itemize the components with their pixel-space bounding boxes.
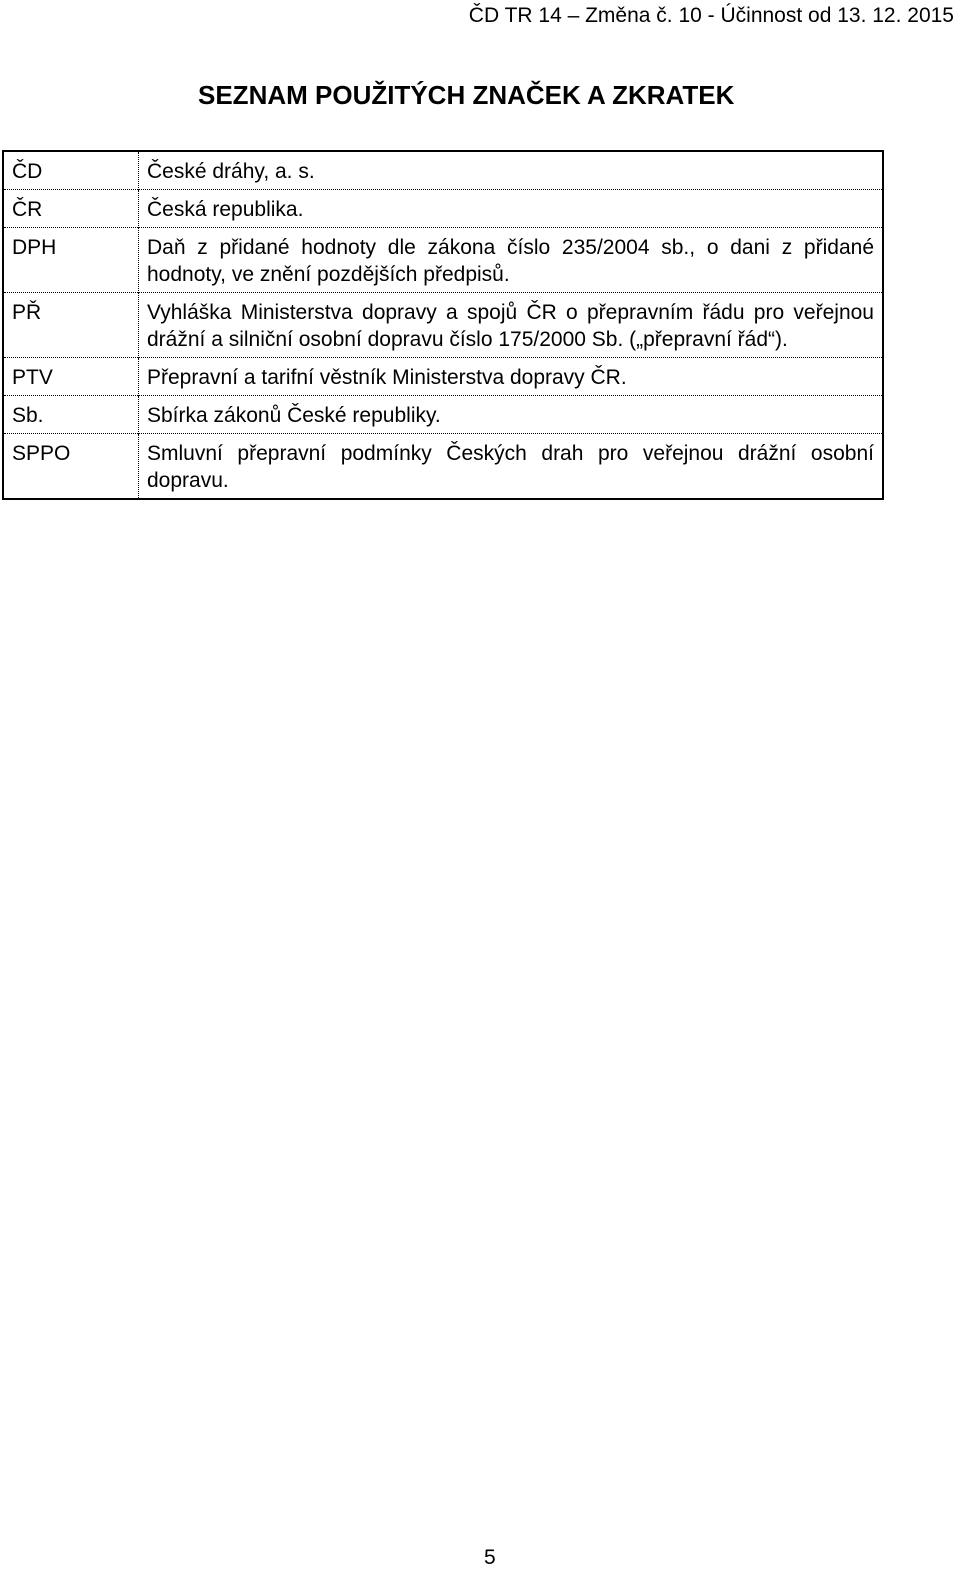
table-row [3, 151, 883, 190]
table-row [3, 190, 883, 228]
running-header: ČD TR 14 – Změna č. 10 - Účinnost od 13. 12. 2015 [468, 4, 954, 27]
table-row [3, 434, 883, 500]
abbreviation-cell: Sb. [3, 396, 139, 434]
abbreviation-cell: ČD [3, 151, 139, 190]
abbreviation-cell: PTV [3, 358, 139, 396]
table-row [3, 396, 883, 434]
table-row [3, 228, 883, 293]
table-row [3, 358, 883, 396]
definition-cell: Vyhláška Ministerstva dopravy a spojů ČR o přepravním řádu pro veřejnou drážní a silniční osobní dopravu číslo 175/2000 Sb. („přepravní řád“). [139, 293, 884, 358]
abbreviation-cell: ČR [3, 190, 139, 228]
definition-cell: Přepravní a tarifní věstník Ministerstva dopravy ČR. [139, 358, 884, 396]
abbreviation-table [2, 150, 884, 500]
abbreviation-cell: PŘ [3, 293, 139, 358]
definition-cell: České dráhy, a. s. [147, 160, 315, 183]
page-number: 5 [484, 1546, 496, 1569]
definition-cell: Smluvní přepravní podmínky Českých drah pro veřejnou drážní osobní dopravu. [139, 434, 884, 500]
abbreviation-cell: DPH [3, 228, 139, 293]
table-row [3, 293, 883, 358]
abbreviation-cell: SPPO [3, 434, 139, 500]
definition-cell: Česká republika. [139, 190, 884, 228]
page-title: SEZNAM POUŽITÝCH ZNAČEK A ZKRATEK [198, 80, 735, 110]
definition-cell: Sbírka zákonů České republiky. [139, 396, 884, 434]
definition-cell: Daň z přidané hodnoty dle zákona číslo 235/2004 sb., o dani z přidané hodnoty, ve znění pozdějších předpisů. [139, 228, 884, 293]
